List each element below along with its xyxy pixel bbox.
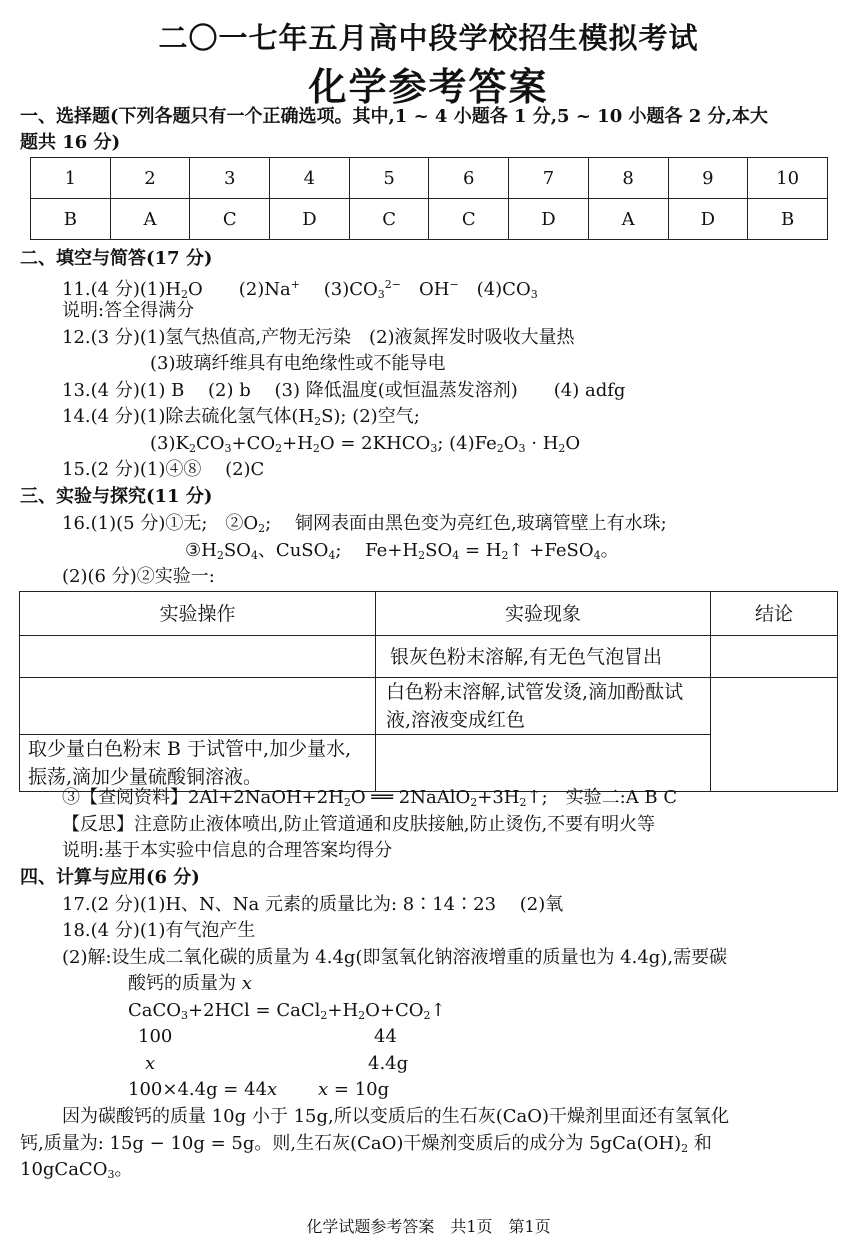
operation-cell [20,678,376,735]
q18-part1: 18.(4 分)(1)有气泡产生 [62,920,256,941]
question-number: 4 [270,158,350,199]
answer-row [31,199,828,240]
q12-line1: 12.(3 分)(1)氢气热值高,产物无污染 (2)液氮挥发时吸收大量热 [62,327,575,348]
reflection-text: 【反思】注意防止液体喷出,防止管道通和皮肤接触,防止烫伤,不要有明火等 [62,814,656,835]
answer-cell: A [588,199,668,240]
q16-line1: 16.(1)(5 分)①无; $②O_2$; 铜网表面由黑色变为亮红色,玻璃管壁上有水珠; [62,513,667,535]
q18-part2-line1: (2)解:设生成二氧化碳的质量为 4.4g(即氢氧化钠溶液增重的质量也为 4.4g),需要碳 [62,947,728,968]
section1-heading-line2: 题共 16 分) [20,132,121,153]
experiment-header-row [20,592,838,636]
answer-cell: C [349,199,429,240]
answer-cell: B [31,199,111,240]
experiment-row [20,678,838,735]
answer-cell: B [748,199,828,240]
conclusion-cell [711,678,838,792]
q12-line2: (3)玻璃纤维具有电绝缘性或不能导电 [150,353,446,374]
q13-answer: 13.(4 分)(1) B (2) b (3) 降低温度(或恒温蒸发溶剂) (4) adfg [62,380,626,401]
q15-answer: 15.(2 分)(1)④⑧ (2)C [62,459,265,480]
phenomenon-cell [376,735,711,792]
question-number: 2 [110,158,190,199]
answer-cell: D [509,199,589,240]
experiment-row [20,636,838,678]
question-number: 8 [588,158,668,199]
answer-cell: C [429,199,509,240]
calc-result: x = 10g [318,1079,390,1100]
q14-line1: 14.(4 分)(1)除去硫化氢气体$(H_2S)$; (2)空气; [62,406,420,428]
section3-note: 说明:基于本实验中信息的合理答案均得分 [62,840,393,861]
co2-mass: 4.4g [368,1053,409,1074]
q14-line2: $(3)K_2CO_3+CO_2+H_2O$ = $2KHCO_3$; $(4)Fe_2O_3 \cdot H_2O$ [150,433,581,455]
phenomenon-cell: 白色粉末溶解,试管发烫,滴加酚酞试液,溶液变成红色 [376,678,711,735]
experiment-table [19,591,838,792]
section2-heading: 二、填空与简答(17 分) [20,248,213,269]
q16-part2-label: (2)(6 分)②实验一: [62,566,215,587]
conclusion-cell [711,636,838,678]
section1-heading-line1: 一、选择题(下列各题只有一个正确选项。其中,1 ~ 4 小题各 1 分,5 ~ 10 小题各 2 分,本大 [20,106,768,127]
conclusion-line3: 10gCaCO$_3$。 [20,1159,133,1181]
conclusion-line2: 钙,质量为: 15g − 10g = 5g。则,生石灰(CaO)干燥剂变质后的成分为 $5gCa(OH)_2$ 和 [20,1133,712,1155]
conclusion-line1: 因为碳酸钙的质量 10g 小于 15g,所以变质后的生石灰(CaO)干燥剂里面还有氢氧化 [62,1106,730,1127]
answer-cell: D [270,199,350,240]
molar-mass-caco3: 100 [138,1026,173,1047]
page-footer: 化学试题参考答案 共1页 第1页 [306,1217,551,1236]
question-number: 7 [509,158,589,199]
question-number: 5 [349,158,429,199]
q16-part3: ③【查阅资料】$2Al+2NaOH+2H_2O$ ══ $2NaAlO_2+3H_2↑$; 实验二:A B C [62,787,678,809]
q11-answer: 11.(4 分)$(1)H_2O$ (2)Na+ $(3)CO_3^{2-}$ OH− $(4)CO_3$ [62,278,538,301]
answer-key-title: 化学参考答案 [308,64,549,109]
question-number: 6 [429,158,509,199]
choice-answer-table [30,157,828,240]
unknown-x: x [145,1053,156,1074]
question-number: 9 [668,158,748,199]
question-number: 3 [190,158,270,199]
question-number: 1 [31,158,111,199]
header-operation: 实验操作 [20,592,376,636]
question-number-row [31,158,828,199]
header-conclusion: 结论 [711,592,838,636]
section4-heading: 四、计算与应用(6 分) [20,867,200,888]
section3-heading: 三、实验与探究(11 分) [20,486,213,507]
q17-answer: 17.(2 分)(1)H、N、Na 元素的质量比为: 8∶14∶23 (2)氧 [62,894,564,915]
reaction-equation: CaCO$_3$+2HCl = $CaCl_2+H_2O+CO_2↑$ [128,1000,446,1022]
q18-part2-line2: 酸钙的质量为 x [128,973,252,994]
exam-title: 二〇一七年五月高中段学校招生模拟考试 [158,21,699,55]
phenomenon-cell: 银灰色粉末溶解,有无色气泡冒出 [376,636,711,678]
molar-mass-co2: 44 [374,1026,397,1047]
q16-line2: $③H_2SO_4$、CuSO$_4$; $Fe+H_2SO_4$ = $H_2↑$ +FeSO$_4$。 [185,540,619,562]
operation-cell: 取少量白色粉末 B 于试管中,加少量水,振荡,滴加少量硫酸铜溶液。 [20,735,376,792]
answer-cell: A [110,199,190,240]
q11-note: 说明:答全得满分 [62,300,195,321]
operation-cell [20,636,376,678]
calc-step: 100×4.4g = 44x [128,1079,278,1100]
answer-cell: D [668,199,748,240]
header-phenomenon: 实验现象 [376,592,711,636]
answer-cell: C [190,199,270,240]
question-number: 10 [748,158,828,199]
